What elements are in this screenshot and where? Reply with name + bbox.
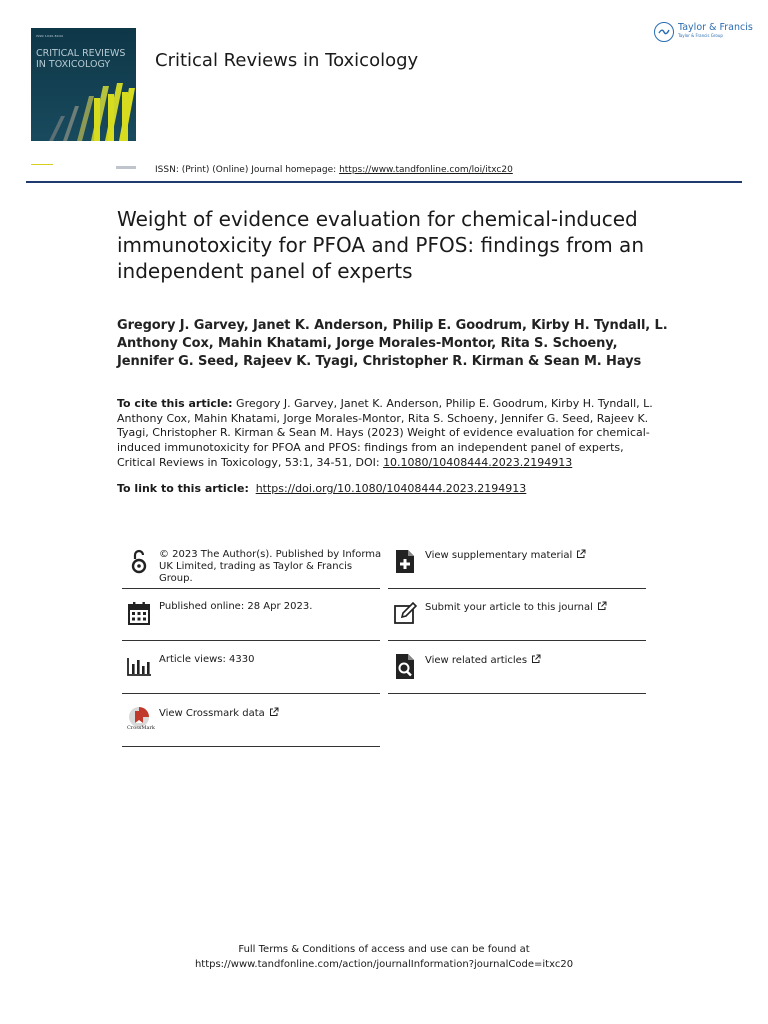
cover-title-line2: IN TOXICOLOGY <box>36 59 111 70</box>
terms-url[interactable]: https://www.tandfonline.com/action/journalInformation?journalCode=itxc20 <box>194 959 574 970</box>
external-link-icon <box>269 707 279 717</box>
views-cell <box>122 642 380 694</box>
external-link-icon <box>531 654 541 664</box>
terms-line1: Full Terms & Conditions of access and use can be found at <box>238 944 530 955</box>
edit-icon <box>392 599 418 627</box>
publisher-logo-name: Taylor & Francis <box>678 22 753 33</box>
supplementary-link-text: View supplementary material <box>425 550 573 561</box>
journal-homepage-link[interactable]: https://www.tandfonline.com/loi/itxc20 <box>339 165 513 175</box>
article-title: Weight of evidence evaluation for chemical-induced immunotoxicity for PFOA and PFOS: findings from an independent panel of experts <box>117 207 644 283</box>
supplementary-link[interactable] <box>425 549 650 562</box>
article-authors: Gregory J. Garvey, Janet K. Anderson, Philip E. Goodrum, Kirby H. Tyndall, L. Anthony Cox, Mahin Khatami, Jorge Morales-Montor, Rita S. Schoeny, Jennifer G. Seed, Rajeev K. Tyagi, Christopher R. Kirman & Sean M. Hays <box>117 318 668 369</box>
related-link-text: View related articles <box>425 655 528 666</box>
link-label: To link to this article: <box>117 482 253 495</box>
publisher-logo[interactable] <box>654 22 753 42</box>
supplementary-cell[interactable] <box>388 537 646 589</box>
crossmark-link-text: View Crossmark data <box>159 708 265 719</box>
open-access-icon <box>126 547 152 575</box>
submit-cell[interactable] <box>388 589 646 641</box>
cite-text: Gregory J. Garvey, Janet K. Anderson, Philip E. Goodrum, Kirby H. Tyndall, L. Anthony Cox, Mahin Khatami, Jorge Morales-Montor, Rita S. Schoeny, Jennifer G. Seed, Rajeev K. Tyagi, Christopher R. Kirman & Sean M. Hays (2023) Weight of evidence evaluation for chemical-induced immunotoxicity for PFOA and PFOS: findings from an independent panel of experts, Critical Reviews in Toxicology, 53:1, 34-51, DOI: <box>117 397 653 469</box>
journal-cover-image <box>31 28 136 141</box>
external-link-icon <box>597 601 607 611</box>
related-cell[interactable] <box>388 642 646 694</box>
publisher-logo-subname: Taylor & Francis Group <box>678 33 723 38</box>
journal-title[interactable]: Critical Reviews in Toxicology <box>155 50 419 71</box>
document-search-icon <box>392 652 418 680</box>
decorative-tick <box>31 164 53 165</box>
doi-link[interactable]: 10.1080/10408444.2023.2194913 <box>383 455 573 469</box>
article-link-line <box>117 482 526 495</box>
related-link[interactable] <box>425 654 650 667</box>
article-doi-url[interactable]: https://doi.org/10.1080/10408444.2023.2194913 <box>255 482 527 495</box>
cite-label: To cite this article: <box>117 397 233 410</box>
published-date: Published online: 28 Apr 2023. <box>159 601 313 612</box>
publisher-logo-icon <box>654 22 674 42</box>
terms-footer <box>0 942 768 972</box>
submit-link[interactable] <box>425 601 650 614</box>
external-link-icon <box>576 549 586 559</box>
issn-line <box>155 165 513 175</box>
crossmark-small-label: CrossMark <box>127 725 155 731</box>
open-access-cell <box>122 537 380 589</box>
cover-issn-text: ISSN 1040-8444 <box>36 34 64 38</box>
mini-logo <box>116 166 136 169</box>
crossmark-cell[interactable] <box>122 695 380 747</box>
document-plus-icon <box>392 547 418 575</box>
bar-chart-icon <box>126 652 152 680</box>
crossmark-link[interactable] <box>159 707 384 720</box>
issn-text: ISSN: (Print) (Online) Journal homepage: <box>155 165 340 175</box>
open-access-text: © 2023 The Author(s). Published by Informa UK Limited, trading as Taylor & Francis Group. <box>159 549 382 584</box>
cover-title-line1: CRITICAL REVIEWS <box>36 48 126 59</box>
header-divider <box>26 181 742 183</box>
cover-graphic <box>31 28 136 141</box>
published-cell <box>122 589 380 641</box>
article-views: Article views: 4330 <box>159 654 255 665</box>
calendar-icon <box>126 599 152 627</box>
submit-link-text: Submit your article to this journal <box>425 602 593 613</box>
citation-block <box>117 397 662 471</box>
